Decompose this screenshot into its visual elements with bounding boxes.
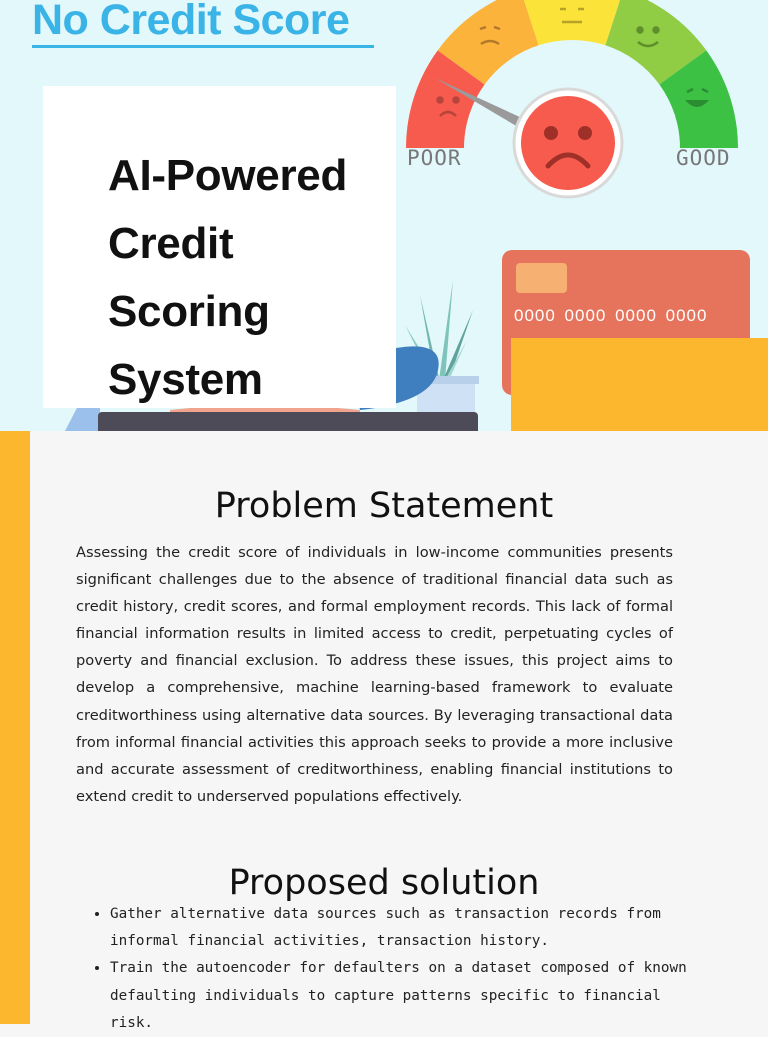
accent-block [511, 338, 768, 431]
side-accent-bar [0, 431, 30, 1024]
problem-statement-heading: Problem Statement [214, 486, 554, 526]
solution-list [96, 901, 710, 1037]
problem-statement-body: Assessing the credit score of individuals in low-income communities presents significant challenges due to the absence of traditional financial data such as credit history, credit scores, and formal employment records. This lack of formal financial information results in limited access to credit, perpetuating cycles of poverty and financial exclusion. To address these issues, this project aims to develop a comprehensive, machine learning-based framework to evaluate creditworthiness using alternative data sources. By leveraging transactional data from informal financial activities this approach seeks to provide a more inclusive and accurate assessment of creditworthiness, enabling financial institutions to extend credit to underserved populations effectively. [76, 544, 673, 805]
hero-banner [0, 0, 768, 431]
credit-gauge-icon [400, 0, 768, 210]
gauge-good-label: GOOD [676, 146, 731, 170]
page-title: AI-Powered Credit Scoring System [108, 151, 348, 404]
gauge-poor-label: POOR [407, 146, 462, 170]
card-number: 0000 0000 0000 0000 [514, 306, 708, 325]
hub-sad-face-icon [521, 96, 615, 190]
desk [98, 412, 478, 431]
list-item: • Train the autoencoder for defaulters on a dataset composed of known defaulting individuals to capture patterns specific to financial risk. [110, 955, 710, 1037]
list-item: • Gather alternative data sources such as transaction records from informal financial activities, transaction history. [110, 901, 710, 955]
proposed-solution-heading: Proposed solution [228, 863, 540, 903]
card-chip-icon [516, 263, 567, 293]
brand-underline [32, 45, 374, 48]
brand-title: No Credit Score [32, 0, 350, 44]
